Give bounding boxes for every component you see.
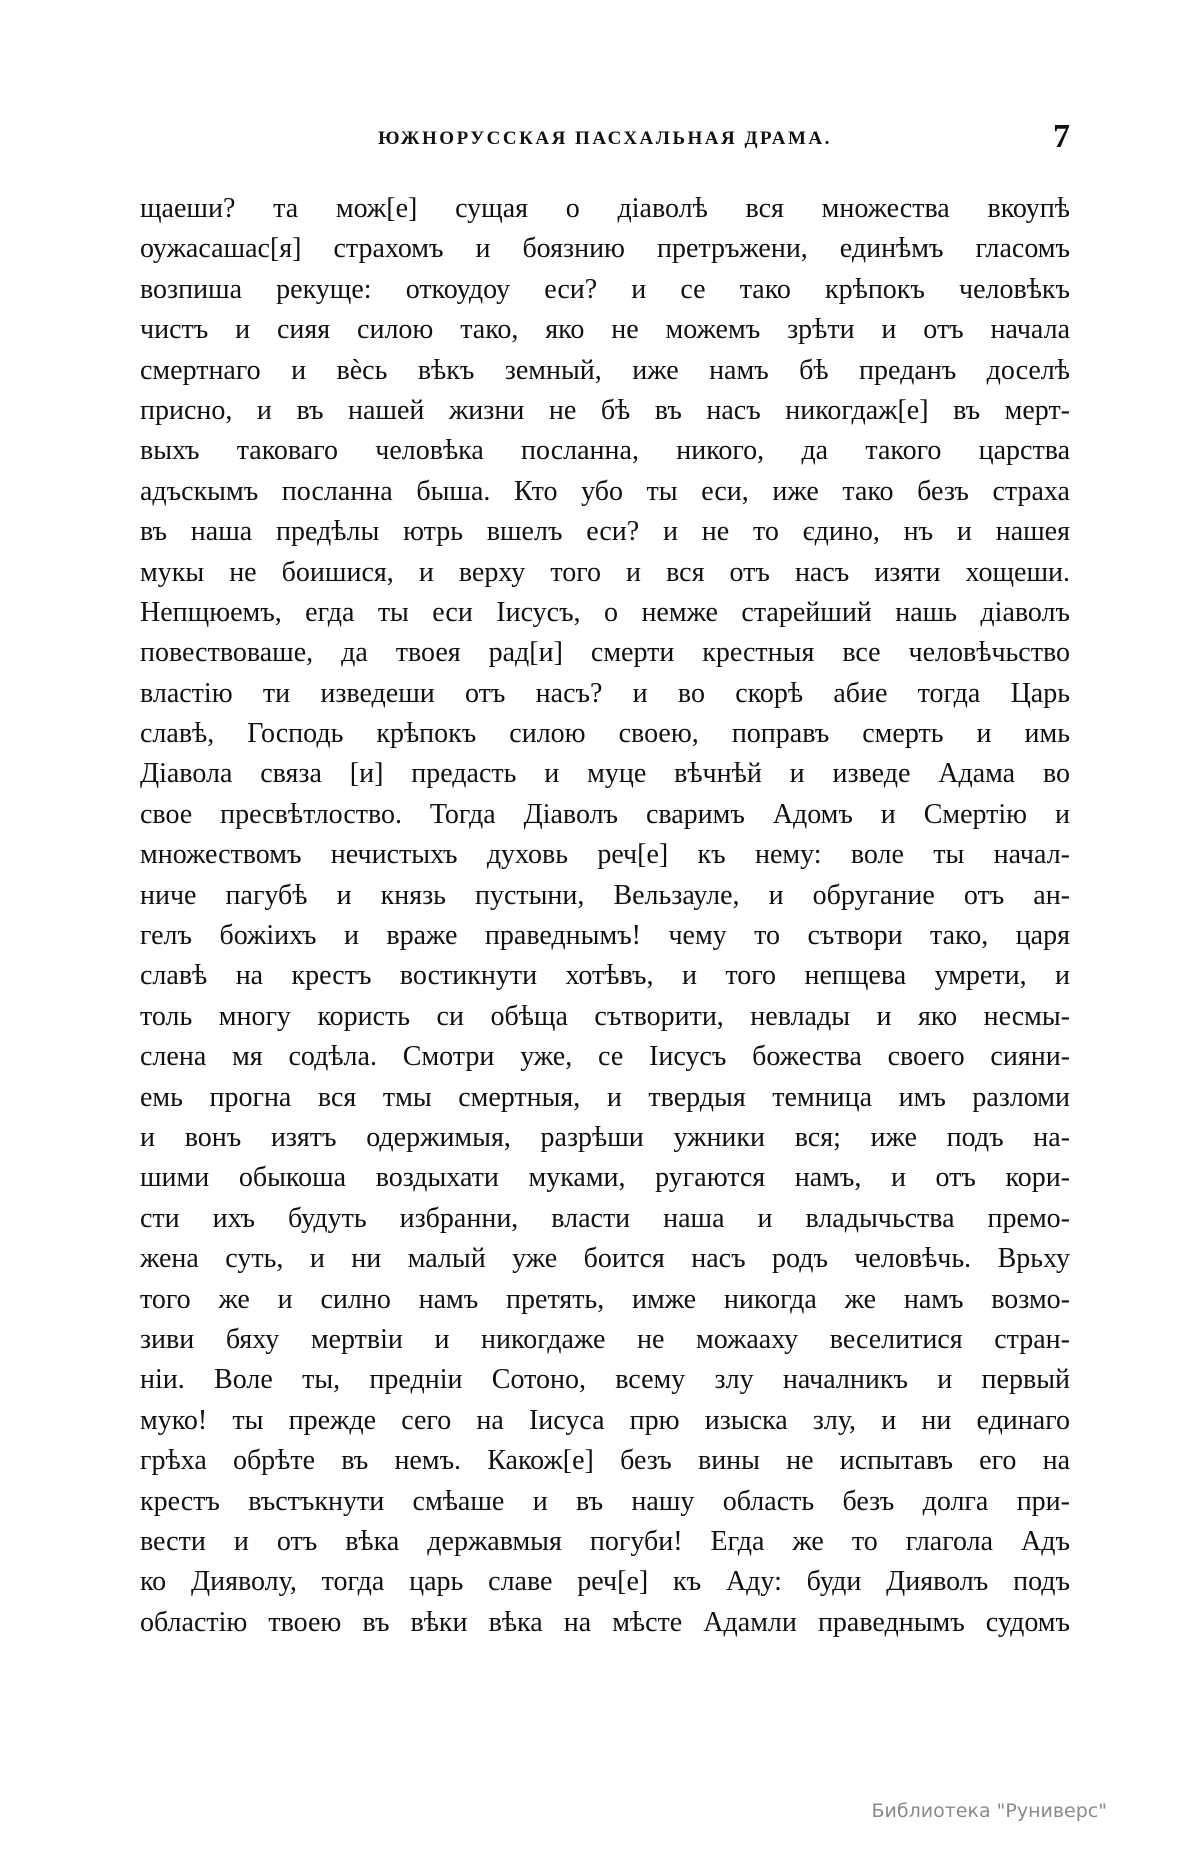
text-line: муко! ты прежде сего на Іисуса прю изыска злу, и ни единаго [140,1404,1070,1436]
text-line: гелъ божіихъ и враже праведнымъ! чему то сътвори тако, царя [140,920,1070,952]
text-line: ніи. Воле ты, предніи Сотоно, всему злу началникъ и первый [140,1364,1070,1396]
text-line: славѣ на крестъ востикнути хотѣвъ, и того непщева умрети, и [140,960,1070,992]
text-line: слена мя содѣла. Смотри уже, се Іисусъ божества своего сияни- [140,1041,1070,1073]
text-line: сти ихъ будуть избранни, власти наша и владычьства премо- [140,1202,1070,1234]
text-line: вести и отъ вѣка державмыя погуби! Егда же то глагола Адъ [140,1525,1070,1557]
running-title: ЮЖНОРУССКАЯ ПАСХАЛЬНАЯ ДРАМА. [378,128,832,149]
text-line: въ наша предѣлы ютрь вшелъ еси? и не то єдино, нъ и нашея [140,516,1070,548]
text-line: оужасашас[я] страхомъ и боязнию претръжени, единѣмъ гласомъ [140,233,1070,265]
text-line: властію ти изведеши отъ насъ? и во скорѣ абие тогда Царь [140,677,1070,709]
text-line: ко Дияволу, тогда царь славе реч[е] къ Аду: буди Дияволъ подъ [140,1566,1070,1598]
text-line: адъскымъ посланна быша. Кто убо ты еси, иже тако безъ страха [140,475,1070,507]
text-line: того же и силно намъ претять, имже никогда же намъ возмо- [140,1283,1070,1315]
text-line: грѣха обрѣте въ немъ. Какож[е] безъ вины не испытавъ его на [140,1445,1070,1477]
text-line: повествоваше, да твоея рад[и] смерти крестныя все человѣчьство [140,637,1070,669]
text-line: смертнаго и вѐсь вѣкъ земный, иже намъ бѣ преданъ доселѣ [140,354,1070,386]
text-line: ниче пагубѣ и князь пустыни, Вельзауле, и обругание отъ ан- [140,879,1070,911]
text-line: шими обыкоша воздыхати муками, ругаются намъ, и отъ кори- [140,1162,1070,1194]
text-line: крестъ въстъкнути смѣаше и въ нашу область безъ долга при- [140,1485,1070,1517]
body-text [140,189,1070,1643]
text-line: множествомъ нечистыхъ духовь реч[е] къ нему: воле ты начал- [140,839,1070,871]
text-line: присно, и въ нашей жизни не бѣ въ насъ никогдаж[е] въ мерт- [140,394,1070,426]
text-line: Діавола связа [и] предасть и муце вѣчнѣй и изведе Адама во [140,758,1070,790]
text-line: зиви бяху мертвіи и никогдаже не можааху веселитися стран- [140,1323,1070,1355]
text-line: жена суть, и ни малый уже боится насъ родъ человѣчь. Врьху [140,1243,1070,1275]
text-line: выхъ таковаго человѣка посланна, никого, да такого царства [140,435,1070,467]
text-line: толь многу користь си обѣща сътворити, невлады и яко несмы- [140,1000,1070,1032]
text-line: свое пресвѣтлоство. Тогда Діаволъ сваримъ Адомъ и Смертію и [140,798,1070,830]
text-line: емь прогна вся тмы смертныя, и твердыя темница имъ разломи [140,1081,1070,1113]
text-line: и вонъ изятъ одержимыя, разрѣши ужники вся; иже подъ на- [140,1121,1070,1153]
page-number: 7 [1053,118,1070,155]
text-line: Непщюемъ, егда ты еси Іисусъ, о немже старейший нашь діаволъ [140,596,1070,628]
text-line: славѣ, Господь крѣпокъ силою своею, поправъ смерть и имь [140,718,1070,750]
text-line: чистъ и сияя силою тако, яко не можемъ зрѣти и отъ начала [140,314,1070,346]
library-watermark: Библиотека "Руниверс" [871,1800,1107,1822]
text-line: мукы не боишися, и верху того и вся отъ насъ изяти хощеши. [140,556,1070,588]
text-line: щаеши? та мож[е] сущая о діаволѣ вся множества вкоупѣ [140,193,1070,224]
running-head [140,118,1070,158]
text-line: областію твоею въ вѣки вѣка на мѣсте Адамли праведнымъ судомъ [140,1606,1070,1638]
text-line: возпиша рекуще: откоудоу еси? и се тако крѣпокъ человѣкъ [140,273,1070,305]
